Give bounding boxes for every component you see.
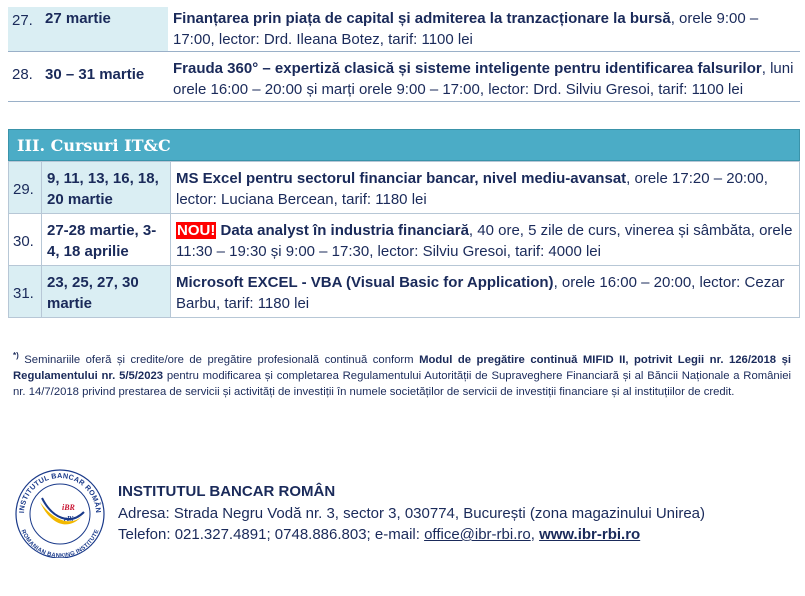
course-details: , 40 ore, 5 zile de curs, vinerea și sâmbăta, orele 11:30 – 19:30 și 9:00 – 17:30, lector: Silviu Gresoi, tarif: 4000 lei <box>176 222 793 260</box>
section2-table <box>8 7 800 102</box>
footnote-marker: *) <box>13 351 19 360</box>
footnote <box>13 348 791 400</box>
course-title: Microsoft EXCEL - VBA (Visual Basic for Application) <box>176 274 554 291</box>
row-number: 29. <box>9 162 42 214</box>
course-title: MS Excel pentru sectorul financiar bancar, nivel mediu-avansat <box>176 170 627 187</box>
org-name: INSTITUTUL BANCAR ROMÂN <box>118 483 336 500</box>
course-description <box>171 266 800 318</box>
website-link[interactable]: www.ibr-rbi.ro <box>539 526 641 543</box>
logo-inner-text-2: rBi <box>64 515 74 523</box>
svg-text:ROMANIAN BANKING INSTITUTE <box>20 529 101 558</box>
row-number: 28. <box>8 52 40 102</box>
logo-text-top: INSTITUTUL BANCAR ROMÂN <box>17 471 104 514</box>
course-title: Frauda 360° – expertiză clasică și sisteme inteligente pentru identificarea falsurilor <box>173 60 762 77</box>
course-description <box>171 162 800 214</box>
table-row <box>9 266 800 318</box>
course-description <box>168 7 800 52</box>
course-date: 23, 25, 27, 30 martie <box>42 266 171 318</box>
course-details: , luni orele 16:00 – 20:00 și marți orele 9:00 – 17:00, lector: Drd. Silviu Gresoi, tarif: 1100 lei <box>173 60 794 98</box>
row-number: 31. <box>9 266 42 318</box>
phone-text: Telefon: 021.327.4891; 0748.886.803; e-mail: <box>118 526 425 543</box>
course-date: 27-28 martie, 3-4, 18 aprilie <box>42 214 171 266</box>
logo-inner-text-1: iBR <box>62 503 75 512</box>
table-row <box>9 214 800 266</box>
row-number: 27. <box>8 7 40 52</box>
course-details: , orele 9:00 – 17:00, lector: Drd. Ileana Botez, tarif: 1100 lei <box>173 10 759 48</box>
course-description <box>171 214 800 266</box>
separator-text: , <box>530 526 540 543</box>
section3-table <box>8 161 800 318</box>
footnote-text-after: pentru modificarea și completarea Regulamentului Autorității de Supraveghere Financiară și al Băncii Naționale a României nr. 14/7/2018 privind prestarea de servicii și activități de investiții în numele societăților de servicii de investiții financiare și al instituțiilor de credit. <box>13 369 792 398</box>
email-link[interactable]: office@ibr-rbi.ro <box>424 526 531 543</box>
course-details: , orele 17:20 – 20:00, lector: Luciana Bercean, tarif: 1180 lei <box>176 170 768 208</box>
section-heading-text: III. Cursuri IT&C <box>17 136 171 155</box>
ibr-logo <box>12 466 108 558</box>
new-badge: NOU! <box>177 222 216 239</box>
section-heading <box>8 129 800 161</box>
footnote-bold-text: Modul de pregătire continuă MIFID II, potrivit Legii nr. 126/2018 și Regulamentului nr. 5/5/2023 <box>13 353 791 382</box>
org-contact-line <box>118 524 705 546</box>
course-description <box>168 52 800 102</box>
row-number: 30. <box>9 214 42 266</box>
footnote-text-before: Seminariile oferă și credite/ore de pregătire profesională continuă conform <box>18 353 420 366</box>
contact-block <box>118 481 705 546</box>
org-address: Adresa: Strada Negru Vodă nr. 3, sector 3, 030774, București (zona magazinului Unirea) <box>118 504 705 522</box>
table-row <box>8 52 800 102</box>
course-date: 30 – 31 martie <box>40 52 168 102</box>
course-details: , orele 16:00 – 20:00, lector: Cezar Barbu, tarif: 1180 lei <box>176 274 785 312</box>
course-title: Data analyst în industria financiară <box>220 222 469 239</box>
table-row <box>8 7 800 52</box>
table-row <box>9 162 800 214</box>
svg-text:INSTITUTUL BANCAR ROMÂN <box>17 471 103 513</box>
course-date: 27 martie <box>40 7 168 52</box>
course-date: 9, 11, 13, 16, 18, 20 martie <box>42 162 171 214</box>
logo-text-bottom: ROMANIAN BANKING INSTITUTE <box>19 528 101 558</box>
course-title: Finanțarea prin piața de capital și admiterea la tranzacționare la bursă <box>173 10 671 27</box>
